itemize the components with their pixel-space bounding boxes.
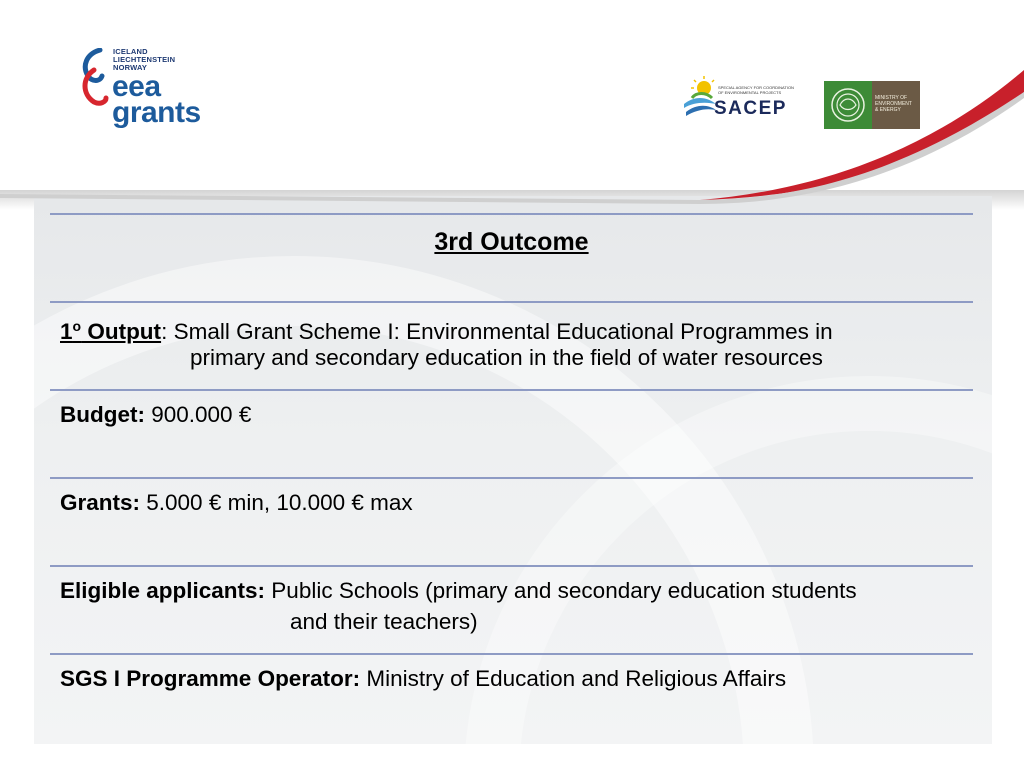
output-line2: primary and secondary education in the field of water resources (190, 345, 823, 370)
logo-text: eea (112, 70, 161, 103)
operator-label: SGS I Programme Operator: (60, 666, 361, 691)
ministry-emblem (824, 81, 872, 129)
logo-text: SPECIAL AGENCY FOR COORDINATION (718, 85, 794, 90)
operator-row (60, 663, 786, 694)
output-separator: : (161, 319, 168, 344)
table-divider (50, 213, 973, 215)
ministry-name (872, 81, 920, 129)
logo-text: ICELAND (113, 47, 148, 56)
grants-value: 5.000 € min, 10.000 € max (140, 490, 413, 515)
sacep-name: SACEP (714, 98, 787, 119)
logo-text: grants (112, 96, 201, 129)
output-line1: Small Grant Scheme I: Environmental Educational Programmes in (167, 319, 833, 344)
sacep-tagline (718, 86, 794, 95)
budget-value: 900.000 € (144, 402, 252, 427)
eligible-row (60, 575, 857, 606)
operator-value: Ministry of Education and Religious Affairs (360, 666, 787, 691)
table-divider (50, 477, 973, 479)
slide-title: 3rd Outcome (434, 228, 589, 256)
budget-row (60, 399, 251, 430)
budget-label: Budget: (60, 402, 145, 427)
eea-grants-symbol-icon (80, 48, 110, 108)
ministry-emblem-icon (824, 81, 872, 129)
eligible-label: Eligible applicants: (60, 578, 266, 603)
output-label-text: Output (81, 319, 162, 344)
logo-text: LIECHTENSTEIN (113, 55, 176, 64)
logo-text: & ENERGY (875, 107, 901, 113)
eligible-line1: Public Schools (primary and secondary education students (265, 578, 857, 603)
logo-text: OF ENVIRONMENTAL PROJECTS (718, 89, 782, 95)
output-number: 1 (60, 319, 73, 344)
output-label (60, 319, 161, 344)
grants-row (60, 487, 413, 518)
output-superscript: o (72, 318, 82, 334)
logo-text: MINISTRY OF (875, 95, 908, 101)
table-divider (50, 653, 973, 655)
table-divider (50, 565, 973, 567)
logo-text: NORWAY (113, 63, 148, 72)
eligible-line2: and their teachers) (290, 609, 478, 634)
eea-grants-countries (113, 48, 175, 72)
table-divider (50, 301, 973, 303)
logo-text: ENVIRONMENT (875, 101, 912, 107)
eea-grants-wordmark (112, 70, 201, 129)
grants-label: Grants: (60, 490, 141, 515)
content-background (34, 196, 992, 744)
table-divider (50, 389, 973, 391)
